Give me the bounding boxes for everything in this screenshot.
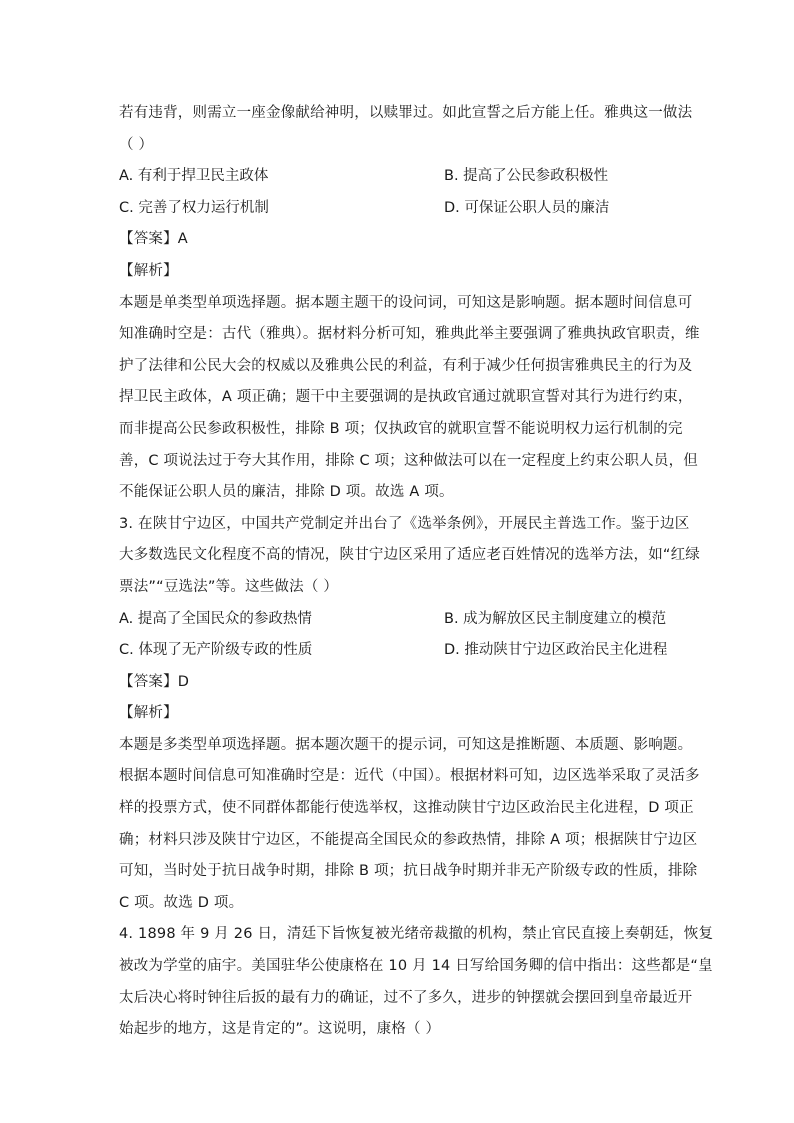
q4-stem-line: 太后决心将时钟往后扳的最有力的确证，过不了多久，进步的钟摆就会摆回到皇帝最近开	[119, 989, 693, 1006]
q2-option-b: B. 提高了公民参政积极性	[444, 168, 609, 185]
q2-analysis-line: 知准确时空是：古代（雅典）。据材料分析可知，雅典此举主要强调了雅典执政官职责，维	[119, 326, 700, 343]
document-page	[119, 98, 714, 1046]
q2-analysis-line: 护了法律和公民大会的权威以及雅典公民的利益，有利于减少任何损害雅典民主的行为及	[119, 357, 693, 374]
q2-analysis-line: 而非提高公民参政积极性，排除 B 项；仅执政官的就职宣誓不能说明权力运行机制的完	[119, 420, 683, 437]
q2-option-c: C. 完善了权力运行机制	[119, 199, 269, 216]
q2-analysis-line: 本题是单类型单项选择题。据本题主题干的设问词，可知这是影响题。据本题时间信息可	[119, 294, 693, 311]
q2-option-d: D. 可保证公职人员的廉洁	[444, 199, 610, 216]
q3-analysis-line: C 项。故选 D 项。	[119, 894, 244, 911]
q2-analysis-title: 【解析】	[119, 262, 178, 279]
q4-stem-line: 始起步的地方，这是肯定的”。这说明，康格（ ）	[119, 1021, 441, 1038]
q2-stem-line: 若有违背，则需立一座金像献给神明，以赎罪过。如此宣誓之后方能上任。雅典这一做法	[119, 105, 693, 121]
q2-options-row-1	[119, 161, 679, 193]
q3-analysis-line: 根据本题时间信息可知准确时空是：近代（中国）。根据材料可知，边区选举采取了灵活多	[119, 768, 700, 785]
q3-analysis-line: 可知，当时处于抗日战争时期，排除 B 项；抗日战争时期并非无产阶级专政的性质，排除	[119, 863, 698, 880]
q3-option-c: C. 体现了无产阶级专政的性质	[119, 642, 313, 659]
q4-stem-line: 被改为学堂的庙宇。美国驻华公使康格在 10 月 14 日写给国务卿的信中指出：这些都是“皇	[119, 958, 713, 975]
q3-analysis-line: 本题是多类型单项选择题。据本题次题干的提示词，可知这是推断题、本质题、影响题。	[119, 736, 693, 753]
q3-stem-line: 票法”“豆选法”等。这些做法（ ）	[119, 578, 339, 595]
q3-options-row-2	[119, 635, 679, 667]
q2-analysis-line: 善，C 项说法过于夸大其作用，排除 C 项；这种做法可以在一定程度上约束公职人员，但	[119, 452, 698, 469]
q3-analysis-line: 样的投票方式，使不同群体都能行使选举权，这推动陕甘宁边区政治民主化进程，D 项正	[119, 800, 694, 817]
q3-stem-line: 3. 在陕甘宁边区，中国共产党制定并出台了《选举条例》，开展民主普选工作。鉴于边区	[119, 515, 690, 532]
q3-option-d: D. 推动陕甘宁边区政治民主化进程	[444, 642, 668, 659]
q3-analysis-title: 【解析】	[119, 705, 178, 722]
q2-stem-line: （ ）	[119, 136, 154, 153]
q4-stem-line: 4. 1898 年 9 月 26 日，清廷下旨恢复被光绪帝裁撤的机构，禁止官民直接上奏朝廷，恢复	[119, 926, 714, 943]
q2-option-a: A. 有利于捍卫民主政体	[119, 168, 269, 185]
q2-options-row-2	[119, 193, 679, 225]
q3-option-b: B. 成为解放区民主制度建立的模范	[444, 610, 667, 627]
q2-analysis-line: 捍卫民主政体，A 项正确；题干中主要强调的是执政官通过就职宣誓对其行为进行约束，	[119, 389, 693, 406]
q3-stem-line: 大多数选民文化程度不高的情况，陕甘宁边区采用了适应老百姓情况的选举方法，如“红绿	[119, 547, 701, 564]
q3-option-a: A. 提高了全国民众的参政热情	[119, 610, 312, 627]
q3-analysis-line: 确；材料只涉及陕甘宁边区，不能提高全国民众的参政热情，排除 A 项；根据陕甘宁边区	[119, 831, 698, 848]
q2-answer: 【答案】A	[119, 231, 188, 248]
q3-options-row-1	[119, 604, 679, 636]
q2-analysis-line: 不能保证公职人员的廉洁，排除 D 项。故选 A 项。	[119, 484, 454, 501]
q3-answer: 【答案】D	[119, 673, 190, 690]
